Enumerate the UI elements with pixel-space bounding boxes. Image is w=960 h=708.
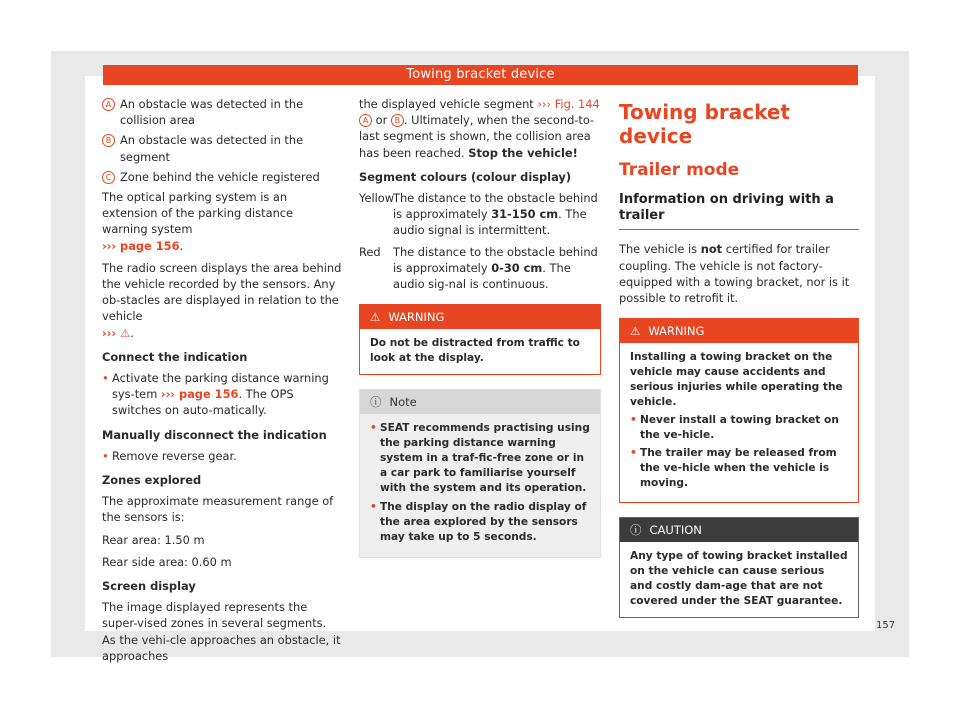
warning-box: ⚠ WARNING Do not be distracted from traffic to look at the display. [359,304,601,375]
right-column [619,98,859,618]
page-link[interactable]: ››› page 156 [160,387,239,402]
note-box: ⓘ Note • SEAT recommends practising using the parking distance warning system in a traf-fic-free zone or in a car park to familiarise yourself with the system and its operation. • The display on the radio display of the area explored by the sensors may take up to 5 seconds. [359,389,601,558]
warning-item: • Never install a towing bracket on the ve-hicle. [630,413,848,443]
note-item: • The display on the radio display of the area explored by the sensors may take up to 5 seconds. [370,500,590,545]
caution-icon: ⓘ [630,523,642,538]
legend-item: A An obstacle was detected in the collision area [102,96,342,128]
paragraph: The vehicle is not certified for trailer coupling. The vehicle is not factory-equipped with a towing bracket, nor is it possible to retrofit it. [619,242,850,306]
callout-marker: B [102,134,115,147]
info-icon: ⓘ [370,395,382,410]
page-number: 157 [876,620,896,631]
warning-icon: ⚠ [370,310,381,325]
paragraph: the displayed vehicle segment ››› Fig. 144 A or B . Ultimately, when the second-to-last segment is shown, the collision area has been reached. Stop the vehicle! [359,97,600,160]
callout-marker: A [102,98,115,111]
caution-box: ⓘ CAUTION Any type of towing bracket installed on the vehicle can cause serious and costly dam-age that are not covered under the SEAT guarantee. [619,517,859,618]
running-header: Towing bracket device [103,65,858,85]
note-item: • SEAT recommends practising using the parking distance warning system in a traf-fic-free zone or in a car park to familiarise yourself with the system and its operation. [370,421,590,496]
section-heading: Trailer mode [619,160,740,180]
paragraph: The approximate measurement range of the sensors is: [102,494,334,525]
warning-icon: ⚠ [630,324,641,339]
definition-row: Red The distance to the obstacle behind is approximately 0-30 cm. The audio sig-nal is continuous. [359,244,598,292]
paragraph: The optical parking system is an extension of the parking distance warning system ››› page 156. [102,190,294,253]
paragraph: The radio screen displays the area behind the vehicle recorded by the sensors. Any ob-stacles are displayed in relation to the vehicle ››› ⚠. [102,260,342,340]
section-title: Connect the indication [102,349,248,364]
warning-link[interactable]: ››› ⚠ [102,325,131,340]
section-title: Manually disconnect the indication [102,427,327,442]
callout-marker: C [102,171,115,184]
bullet-item: • Remove reverse gear. [102,448,342,464]
left-column [102,96,342,670]
warning-box: ⚠ WARNING Installing a towing bracket on the vehicle may cause accidents and serious injuries while operating the vehicle. • Never install a towing bracket on the ve-hicle. • The trailer may be released from the ve-hicle when the vehicle is moving. [619,318,859,503]
callout-marker: A [359,114,372,127]
section-title: Zones explored [102,473,202,488]
page-link[interactable]: ››› page 156 [102,238,180,253]
measurement: Rear side area: 0.60 m [102,554,232,569]
legend-item: B An obstacle was detected in the segment [102,132,342,164]
warning-item: • The trailer may be released from the ve-hicle when the vehicle is moving. [630,446,848,491]
section-title: Segment colours (colour display) [359,169,572,184]
definition-row: Yellow The distance to the obstacle behind is approximately 31-150 cm. The audio signal is intermittent. [359,191,598,238]
middle-column [359,96,601,558]
warning-icon: ⚠ [120,325,131,340]
subsection-heading: Information on driving with a trailer [619,192,859,230]
section-title: Screen display [102,579,196,594]
measurement: Rear area: 1.50 m [102,532,205,547]
bullet-item: • Activate the parking distance warning sys-tem ››› page 156. The OPS switches on auto-matically. [102,370,342,419]
legend-item: C Zone behind the vehicle registered [102,169,342,185]
chapter-title: Towing bracket device [619,100,790,148]
paragraph: The image displayed represents the super-vised zones in several segments. As the vehi-cle approaches an obstacle, it approaches [102,600,341,663]
callout-marker: B [391,114,404,127]
figure-link[interactable]: ››› Fig. 144 [537,97,600,111]
